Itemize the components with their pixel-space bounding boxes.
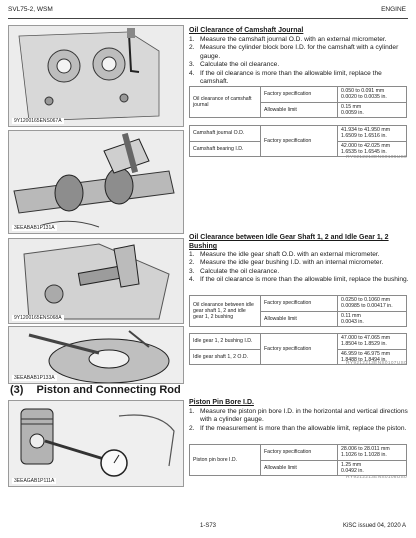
- spec-value: 41.934 to 41.950 mm 1.6509 to 1.6516 in.: [338, 126, 407, 142]
- chapter-heading: [10, 384, 181, 396]
- chapter-title: Piston and Connecting Rod: [36, 384, 181, 396]
- issue-note: KiSC issued 04, 2020 A: [342, 523, 406, 529]
- spec-label: Allowable limit: [261, 460, 338, 476]
- spec-table-camshaft-clearance: [189, 86, 407, 118]
- spec-value: 47.000 to 47.065 mm 1.8504 to 1.8529 in.: [338, 334, 407, 350]
- list-item: 2. Measure the cylinder block bore I.D. for the camshaft with a cylinder gauge.: [189, 44, 399, 60]
- spec-value: 46.959 to 46.975 mm 1.8488 to 1.8494 in.: [338, 349, 407, 365]
- spec-table-camshaft-dimensions: [189, 125, 407, 157]
- section-title-piston-pin-bore: Piston Pin Bore I.D.: [189, 399, 254, 406]
- spec-table-piston-pin-bore: [189, 444, 407, 476]
- cylinder-block-illustration: [9, 26, 183, 126]
- idle-gear-steps-list: [189, 251, 411, 285]
- header-rule: [8, 18, 408, 19]
- list-item: 2. Measure the idle gear bushing I.D. with an internal micrometer.: [189, 259, 384, 267]
- spec-value: 0.0250 to 0.1060 mm 0.00985 to 0.00417 in.: [338, 296, 407, 312]
- camshaft-steps-list: [189, 36, 411, 86]
- reference-code: RY9212213ENS0106US0: [346, 155, 407, 160]
- figure-idle-gear-shaft: [8, 238, 184, 324]
- manual-title: SVL75-2, WSM: [8, 6, 53, 13]
- section-title-idle-gear: Oil Clearance between Idle Gear Shaft 1, 2 and Idle Gear 1, 2 Bushing: [189, 234, 389, 250]
- reference-code: RY9212213ENS0108US0: [346, 475, 407, 480]
- spec-label: Factory specification: [261, 334, 338, 365]
- spec-item: Idle gear 1, 2 bushing I.D.: [190, 334, 261, 350]
- figure-caption: 3EEABAB1P133A: [14, 375, 55, 381]
- figure-camshaft-measurement: [8, 130, 184, 234]
- spec-value: 0.11 mm 0.0043 in.: [338, 311, 407, 327]
- spec-label: Factory specification: [261, 445, 338, 461]
- spec-label: Factory specification: [261, 126, 338, 157]
- list-item: 1. Measure the piston pin bore I.D. in the horizontal and vertical directions with a cylinder gauge.: [189, 408, 408, 424]
- idle-gear-shaft-illustration: [9, 239, 183, 323]
- list-item: 3. Calculate the oil clearance.: [189, 61, 280, 69]
- spec-value: 1.25 mm 0.0492 in.: [338, 460, 407, 476]
- spec-item: Piston pin bore I.D.: [190, 445, 261, 476]
- spec-value: 28.006 to 28.011 mm 1.1026 to 1.1028 in.: [338, 445, 407, 461]
- list-item: 4. If the oil clearance is more than the allowable limit, replace the bushing.: [189, 276, 409, 284]
- list-item: 3. Calculate the oil clearance.: [189, 267, 280, 275]
- figure-caption: 9Y1200165ENS067A: [14, 118, 62, 124]
- list-item: 1. Measure the idle gear shaft O.D. with an external micrometer.: [189, 251, 380, 258]
- spec-item: Idle gear shaft 1, 2 O.D.: [190, 349, 261, 365]
- list-item: 2. If the measurement is more than the allowable limit, replace the piston.: [189, 424, 407, 432]
- spec-value: 0.15 mm 0.0059 in.: [338, 102, 407, 118]
- section-title-camshaft-journal: Oil Clearance of Camshaft Journal: [189, 27, 304, 34]
- figure-caption: 9Y1200165ENS068A: [14, 315, 62, 321]
- figure-caption: 3EEAGAB1P111A: [14, 478, 55, 484]
- spec-label: Factory specification: [261, 87, 338, 103]
- chapter-number: (3): [10, 384, 24, 396]
- spec-label: Factory specification: [261, 296, 338, 312]
- chapter-label: ENGINE: [381, 6, 406, 13]
- spec-value: 0.050 to 0.091 mm 0.0020 to 0.0035 in.: [338, 87, 407, 103]
- spec-item: Camshaft bearing I.D.: [190, 141, 261, 157]
- list-item: 4. If the oil clearance is more than the allowable limit, replace the camshaft.: [189, 69, 382, 86]
- spec-table-idle-gear-clearance: [189, 295, 407, 327]
- figure-piston-pin-bore: [8, 400, 184, 487]
- spec-item: Oil clearance between idle gear shaft 1, 2 and idle gear 1, 2 bushing: [190, 296, 261, 327]
- spec-value: 42.000 to 42.025 mm 1.6535 to 1.6545 in.: [338, 141, 407, 157]
- spec-label: Allowable limit: [261, 311, 338, 327]
- camshaft-micrometer-illustration: [9, 131, 183, 233]
- spec-label: Allowable limit: [261, 102, 338, 118]
- page-number: 1-S73: [200, 523, 217, 529]
- figure-cylinder-block-bore: [8, 25, 184, 127]
- piston-gauge-illustration: [9, 401, 183, 486]
- spec-item: Oil clearance of camshaft journal: [190, 87, 261, 118]
- piston-steps-list: [189, 408, 411, 433]
- list-item: 1. Measure the camshaft journal O.D. with an external micrometer.: [189, 36, 387, 43]
- reference-code: RY9212213ENS0107US0: [346, 361, 407, 366]
- figure-idle-gear-bushing: [8, 326, 184, 384]
- figure-caption: 3EEABAB1P131A: [14, 225, 55, 231]
- spec-item: Camshaft journal O.D.: [190, 126, 261, 142]
